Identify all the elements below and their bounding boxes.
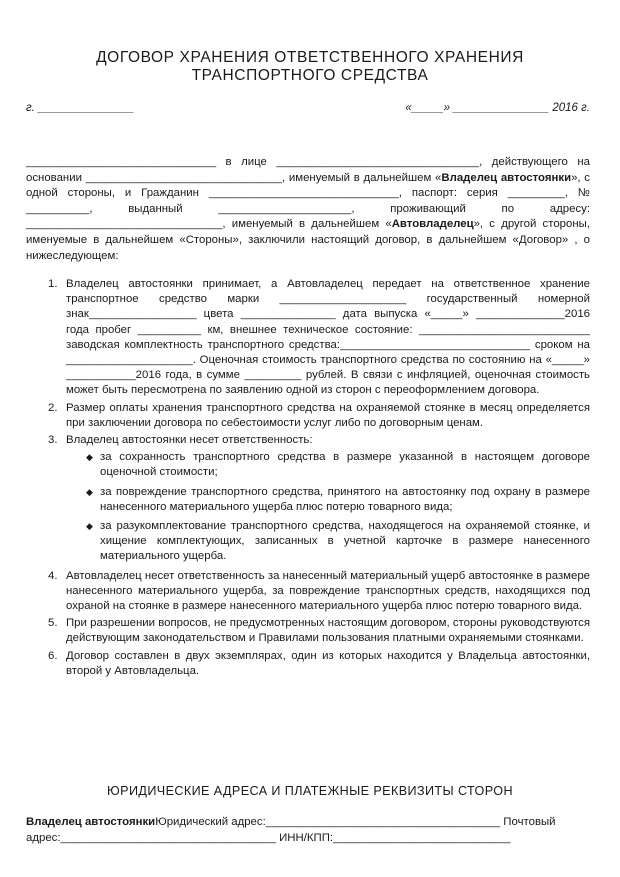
section-title-requisites: ЮРИДИЧЕСКИЕ АДРЕСА И ПЛАТЕЖНЫЕ РЕКВИЗИТЫ СТОРОН bbox=[107, 784, 513, 798]
sub-clause-text: за сохранность транспортного средства в размере указанной в настоящем договоре оценочной стоимости; bbox=[100, 451, 590, 479]
clause-item bbox=[26, 277, 590, 399]
document-title-line1: ДОГОВОР ХРАНЕНИЯ ОТВЕТСТВЕННОГО ХРАНЕНИЯ bbox=[96, 49, 524, 66]
clause-text: Договор составлен в двух экземплярах, один из которых находится у Владельца автостоянки, второй у Автовладельца. bbox=[66, 649, 590, 677]
party-owner-name: Владелец автостоянки bbox=[441, 171, 572, 184]
document-title-line2: ТРАНСПОРТНОГО СРЕДСТВА bbox=[191, 67, 429, 84]
clause-number: 4. bbox=[48, 569, 58, 582]
clause-number: 3. bbox=[48, 434, 58, 447]
clause-number: 6. bbox=[48, 649, 58, 662]
diamond-bullet-icon: ◆ bbox=[86, 486, 93, 497]
requisites-line: Юридический адрес:_____________________________________ Почтовый адрес:__________________________________ ИНН/КПП:____________________________ bbox=[26, 816, 556, 844]
requisites-block bbox=[26, 815, 590, 846]
date-field: «_____» _______________ 2016 г. bbox=[405, 102, 590, 114]
clause-item bbox=[26, 616, 590, 646]
clause-text: Размер оплаты хранения транспортного средства на охраняемой стоянке в месяц определяется при заключении договора по себестоимости услуг либо по договорным ценам. bbox=[66, 401, 590, 429]
sub-clause-text: за повреждение транспортного средства, принятого на автостоянку под охрану в размере нанесенного материального ущерба плюс потерю товарного вида; bbox=[100, 485, 590, 513]
clause-text: При разрешении вопросов, не предусмотренных настоящим договором, стороны руководствуются действующим законодательством и Правилами пользования платными охраняемыми стоянками. bbox=[66, 617, 590, 645]
intro-text-3: », с другой стороны, именуемые в дальнейшем «Стороны», заключили настоящий договор, в дальнейшем «Договор» , о нижеследующем: bbox=[26, 218, 590, 262]
sub-clause-item bbox=[26, 485, 590, 515]
diamond-bullet-icon: ◆ bbox=[86, 521, 93, 532]
intro-text-2: », с одной стороны, и Гражданин ______________________________, паспорт: серия _________, № __________, выданный _____________________, проживающий по адресу: _______________________________, именуемый в дальнейшем « bbox=[26, 171, 590, 231]
diamond-bullet-icon: ◆ bbox=[86, 452, 93, 463]
clause-text: Автовладелец несет ответственность за нанесенный материальный ущерб автостоянке в размере нанесенного материального ущерба, за повреждение транспортных средств, находящихся под охраной на стоянке в размере нанесенного материального ущерба плюс потерю товарного вида. bbox=[66, 569, 591, 613]
sub-clause-text: за разукомплектование транспортного средства, находящегося на охраняемой стоянке, и хищение комплектующих, записанных в учетной карточке в размере нанесенного материального ущерба. bbox=[100, 520, 590, 563]
requisites-owner-label: Владелец автостоянки bbox=[26, 816, 156, 828]
clause-item bbox=[26, 649, 590, 679]
clause-number: 5. bbox=[48, 617, 58, 630]
clause-number: 2. bbox=[48, 401, 58, 414]
party-car-owner-name: Автовладелец bbox=[391, 218, 474, 231]
clause-item bbox=[26, 433, 590, 448]
clauses-list bbox=[26, 277, 590, 681]
clause-item bbox=[26, 401, 590, 431]
intro-text-1: ______________________________ в лице ________________________________, действующего на основании _______________________________, именуемый в дальнейшем « bbox=[26, 156, 590, 184]
city-field: г. _______________ bbox=[26, 102, 134, 114]
clause-number: 1. bbox=[48, 278, 58, 290]
sub-clause-item bbox=[26, 450, 590, 480]
intro-paragraph bbox=[26, 155, 590, 264]
sub-clause-item bbox=[26, 519, 590, 565]
clause-text: Владелец автостоянки принимает, а Автовладелец передает на ответственное хранение транспортное средство марки ____________________ государственный номерной знак_________________ цвета _______________ дата выпуска «_____» ______________2016 года пробег __________ км, внешнее техническое состояние: ___________________________ заводская комплектность транспортного средства:______________________________ сроком на ____________________. Оценочная стоимость транспортного средства по состоянию на «_____» ___________2016 года, в сумме _________ рублей. В связи с инфляцией, оценочная стоимость может быть пересмотрена по заявлению одной из сторон с переоформлением договора. bbox=[66, 278, 590, 397]
clause-item bbox=[26, 569, 590, 615]
clause-text: Владелец автостоянки несет ответственность: bbox=[66, 434, 313, 447]
